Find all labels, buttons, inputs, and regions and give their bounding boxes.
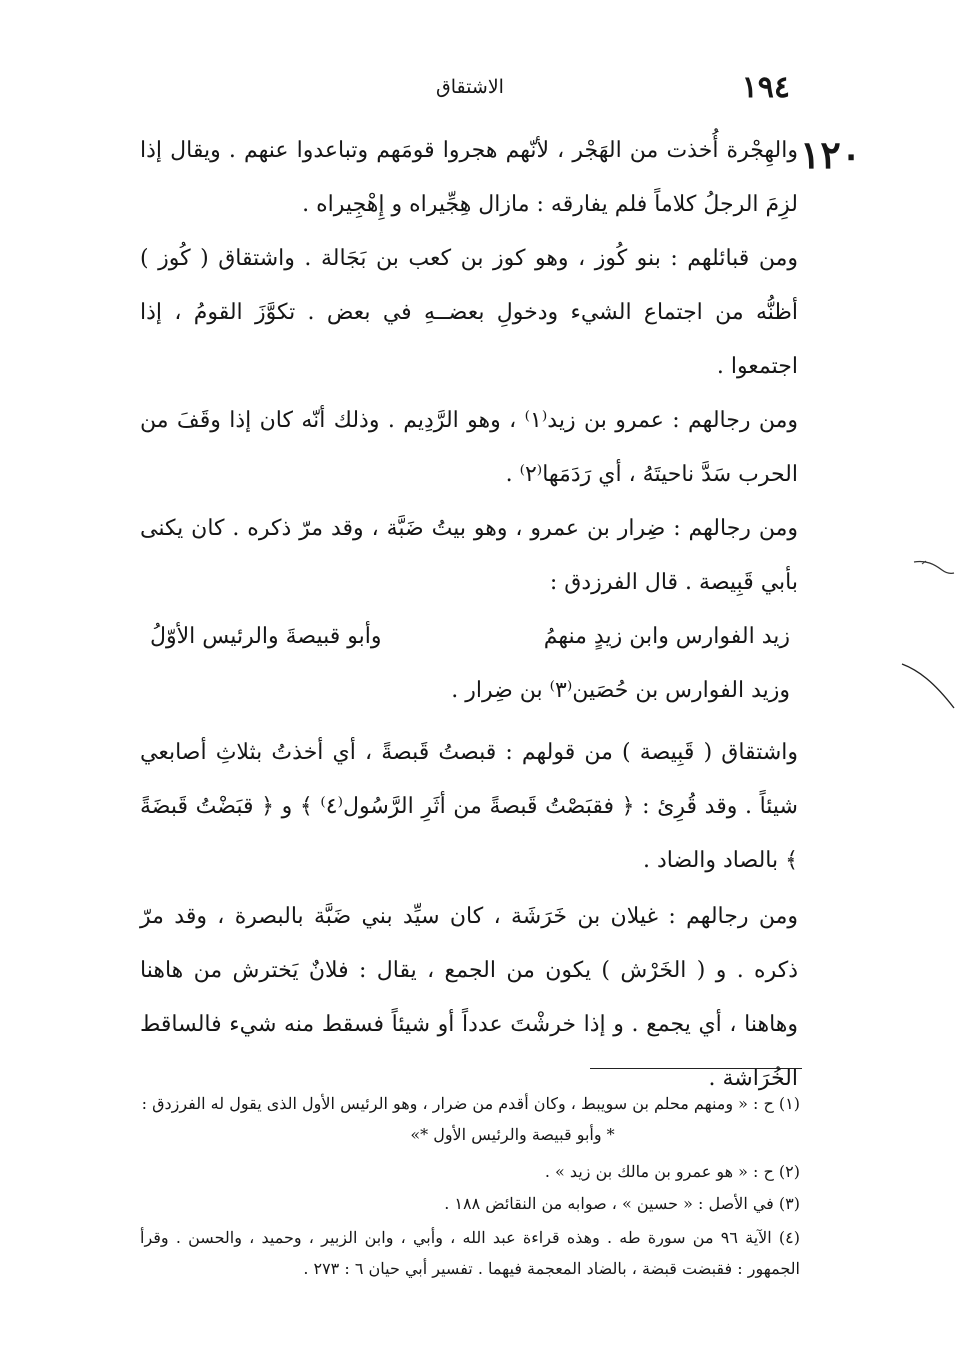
footnote-1-verse: * وأبو قبيصة والرئيس الأول *» [410,1125,615,1144]
margin-pencil-marks [900,540,956,720]
verse-hemistich-second: وأبو قبيصةَ والرئيس الأوّلُ [150,624,382,649]
footnote-2: (٢) ح : « هو عمرو بن مالك بن زيد » . [544,1162,800,1181]
verse-hemistich-first: زيد الفوارس وابن زيدٍ منهمُ [543,624,790,649]
verse-followup-line: وزيد الفوارس بن حُصَين⁽٣⁾ بن ضِرار . [451,678,790,703]
paragraph-hijra: والهِجْرة أُخذت من الهَجْر ، لأنّهم هجروا قومَهم وتباعدوا عنهم . ويقال إذا لزِمَ الرجلُ كلاماً فلم يفارقه : مازال هِجِّيراه و إِهْجِيراه . [140,138,798,217]
margin-entry-number: ١٢٠ [800,132,862,177]
running-title: الاشتقاق [436,76,504,98]
paragraph-dirar: ومن رجالهم : ضِرار بن عمرو ، وهو بيتُ ضَبَّة ، وقد مرّ ذكره . كان يكنى بأبي قَبِيصة . قال الفرزدق : [140,516,798,595]
paragraph-amr-ibn-zayd: ومن رجالهم : عمرو بن زيد⁽١⁾ ، وهو الرَّدِيم . وذلك أنّه كان إذا وقَفَ من الحرب سَدَّ ناحيتَهُ ، أي رَدَمَها⁽٢⁾ . [140,408,799,487]
page-number: ١٩٤ [741,70,790,105]
footnote-3: (٣) في الأصل : « حسين » ، صوابه من النقائض ١٨٨ . [444,1194,800,1213]
page-header [140,70,800,110]
footnote-4: (٤) الآية ٩٦ من سورة طه . وهذه قراءة عبد الله ، وأبي ، وابن الزبير ، وحميد ، والحسن . وقرأ الجمهور : فقبضت قبضة ، بالضاد المعجمة فيهما . تفسير أبي حيان ٦ : ٢٧٣ . [140,1228,801,1278]
paragraph-kuz: ومن قبائلهم : بنو كُوز ، وهو كوز بن كعب بن بَجَالة . واشتقاق ( كُوز ) أظنُّه من اجتماع الشيء ودخولِ بعضــهِ في بعض . تكوَّزَ القومُ ، إذا اجتمعوا . [140,246,798,379]
footnote-separator [590,1068,802,1069]
footnote-1: (١) ح : « ومنهم محلم بن سويبط ، وكان أقدم من ضرار ، وهو الرئيس الأول الذى يقول له الفرزدق : [141,1094,800,1113]
paragraph-qabisa: واشتقاق ( قَبِيصة ) من قولهم : قبصتُ قَبصةً ، أي أخذتُ بثلاثِ أصابعي شيئاً . وقد قُرِئ : ﴿ فقبَصْتُ قَبصةً من أثَرِ الرَّسُول⁽٤⁾ ﴾ و ﴿ قبَضْتُ قَبضَةً ﴾ بالصاد والضاد . [140,740,798,873]
paragraph-ghaylan: ومن رجالهم : غيلان بن خَرَشَة ، كان سيِّد بني ضَبَّة بالبصرة ، وقد مرّ ذكره . و ( الخَرْش ) يكون من الجمع ، يقال : فلانٌ يَخترش من هاهنا وهاهنا ، أي يجمع . و إذا خرشْتَ عدداً أو شيئاً فسقط منه شيء فالساقط الخُرَاشة . [140,904,798,1091]
verse-line [150,610,790,664]
poetry-verse [150,610,790,718]
